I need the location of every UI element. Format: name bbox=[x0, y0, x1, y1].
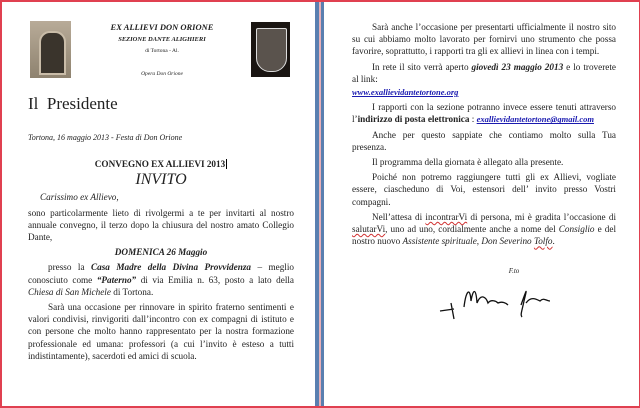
text: Assistente spirituale bbox=[402, 236, 477, 247]
paragraph-presence: Anche per questo sappiate che contiamo molto sulla Tua presenza. bbox=[352, 129, 616, 152]
launch-date: giovedì 23 maggio 2013 bbox=[471, 61, 564, 72]
text: In rete il sito verrà aperto bbox=[372, 61, 472, 72]
left-body bbox=[28, 132, 294, 365]
paragraph-website: Sarà anche l’occasione per presentarti ufficialmente il nostro sito su cui abbiamo molto lavorato per fornirvi uno strumento che possa favorire, soprattutto, i rapporti tra gli ex allievi in linea con i tempi. bbox=[352, 22, 616, 57]
text: incontrarVi bbox=[425, 211, 468, 222]
arch-photo bbox=[30, 21, 71, 78]
greeting: Carissimo ex Allievo, bbox=[40, 192, 119, 203]
page-right bbox=[321, 2, 639, 406]
text: – meglio conosciuto come bbox=[28, 262, 294, 285]
section-name: SEZIONE DANTE ALIGHIERI bbox=[118, 36, 206, 43]
text: di persona, mi è gradita l’occasione di bbox=[467, 211, 616, 222]
text: I rapporti con la sezione potranno invece essere tenuti attraverso l’ bbox=[352, 102, 616, 125]
event-date: DOMENICA 26 Maggio bbox=[114, 247, 208, 258]
text: e del nostro nuovo bbox=[352, 224, 616, 247]
text: , Don Severino bbox=[476, 236, 534, 247]
email-label: indirizzo di posta elettronica bbox=[357, 114, 470, 125]
venue-nickname: “Paterno” bbox=[96, 274, 137, 285]
heading bbox=[28, 158, 294, 170]
text: Tolfo bbox=[533, 236, 553, 247]
text: e lo troverete al link: bbox=[352, 61, 616, 84]
email-link[interactable]: exallievidantetortone@gmail.com bbox=[476, 114, 594, 125]
paragraph-email bbox=[352, 101, 616, 125]
heading-text: CONVEGNO EX ALLIEVI 2013 bbox=[94, 159, 226, 170]
right-body bbox=[352, 21, 616, 321]
venue: Casa Madre della Divina Provvidenza bbox=[91, 262, 251, 273]
shield-logo bbox=[251, 22, 290, 77]
org-subtitle: Opera Don Orione bbox=[141, 71, 183, 77]
text: di via Emilia n. 63, posto a lato della bbox=[136, 274, 295, 285]
text: salutarVi bbox=[352, 224, 386, 235]
org-city: di Tortona - Al. bbox=[145, 48, 179, 54]
paragraph-intro: sono particolarmente lieto di rivolgermi a te per invitarti al nostro annuale convegno, il terzo dopo la chiusura del nostro amato Collegio Dante, bbox=[28, 207, 294, 243]
org-name: EX ALLIEVI DON ORIONE bbox=[110, 22, 214, 32]
text: presso la bbox=[48, 262, 91, 273]
text: Consiglio bbox=[558, 224, 595, 235]
paragraph-extend: Poiché non potremo raggiungere tutti gli ex Allievi, vogliate essere, ciascheduno di Voi, estensori dell’ invito presso Vostri compagni. bbox=[352, 172, 616, 207]
text: : bbox=[469, 114, 477, 125]
text: di Tortona. bbox=[110, 286, 154, 297]
paragraph-launch bbox=[352, 61, 616, 85]
letter-title: Il Presidente bbox=[28, 94, 118, 113]
page-left bbox=[2, 2, 319, 406]
paragraph-occasion: Sarà una occasione per rinnovare in spirito fraterno sentimenti e valori condivisi, rinvigoriti dall’incontro con ex compagni di istituto e con persone che molto hanno rappresentato per la nostra formazione professionale ed umana: professori (a cui l’invito è esteso a tutti indistintamente), sacerdoti ed amici di scuola. bbox=[28, 302, 294, 361]
text: Nell’attesa di bbox=[372, 211, 426, 222]
invito-title: INVITO bbox=[135, 171, 187, 189]
church: Chiesa di San Michele bbox=[28, 286, 111, 297]
text: , uno ad uno, cordialmente anche a nome del bbox=[385, 224, 559, 235]
signed-label: F.to bbox=[508, 267, 520, 276]
paragraph-closing: Nell’attesa di incontrarVi di persona, mi è gradita l’occasione di salutarVi, uno ad uno, cordialmente anche a nome del Consiglio e del nostro nuovo Assistente spirituale, Don Severino Tolfo. bbox=[352, 211, 616, 247]
website-link[interactable]: www.exallievidantetortone.org bbox=[352, 87, 459, 98]
text-cursor bbox=[226, 159, 227, 169]
paragraph-location bbox=[28, 261, 294, 298]
letter-date: Tortona, 16 maggio 2013 - Festa di Don Orione bbox=[28, 133, 183, 142]
signature-image bbox=[436, 281, 556, 321]
paragraph-program: Il programma della giornata è allegato alla presente. bbox=[372, 157, 564, 168]
